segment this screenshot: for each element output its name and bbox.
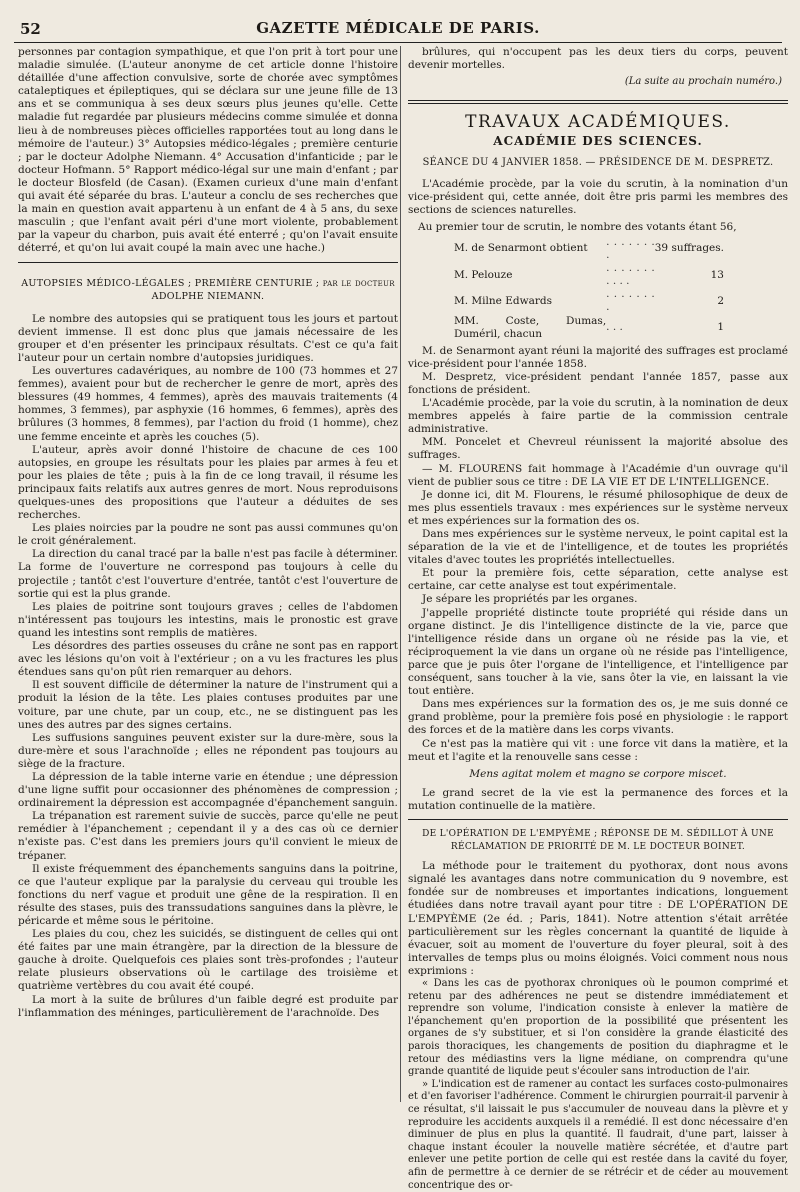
journal-title: GAZETTE MÉDICALE DE PARIS. — [256, 19, 540, 37]
vote-name: MM. Coste, Dumas, Duméril, chacun — [454, 314, 607, 340]
body-paragraph: L'Académie procède, par la voie du scrutin, à la nomination de deux membres appelés à faire partie de la commission centrale administrative. — [408, 397, 788, 436]
vote-row — [454, 236, 724, 262]
vote-row — [454, 288, 724, 314]
body-paragraph: La méthode pour le traitement du pyothorax, dont nous avons signalé les avantages dans notre communication du 9 novembre, est fondée sur de nombreuses et importantes indications, longuement étudiées dans notre travail ayant pour titre : DE L'OPÉRATION DE L'EMPYÈME (2e éd. ; Paris, 1841). Notre attention s'était arrêtée particulièrement sur les règles concernant la quantité de liquide à évacuer, soit au moment de l'ouverture du foyer pleural, soit à des intervalles de temps plus ou moins éloignés. Voici comment nous nous exprimions : — [408, 860, 788, 977]
body-paragraph: Les ouvertures cadavériques, au nombre de 100 (73 hommes et 27 femmes), avaient pour but de rechercher le genre de mort, après des blessures (49 hommes, 4 femmes), après des mauvais traitements (4 hommes, 3 femmes), par asphyxie (16 hommes, 6 femmes), après des brûlures (3 hommes, 8 femmes), par l'action du froid (1 homme), chez une femme enceinte et après les couches (5). — [18, 365, 398, 443]
body-paragraph: La mort à la suite de brûlures d'un faible degré est produite par l'inflammation des méninges, particulièrement de l'arachnoïde. Des — [18, 993, 398, 1019]
vote-count: 39 suffrages. — [654, 242, 724, 255]
vote-count: 1 — [717, 321, 724, 334]
body-paragraph: Je sépare les propriétés par les organes. — [422, 593, 638, 606]
session-line: SÉANCE DU 4 JANVIER 1858. — PRÉSIDENCE DE M. DESPRETZ. — [422, 157, 774, 169]
dot-leader: . . . . . . . . . . . — [606, 262, 655, 288]
vote-count: 13 — [710, 268, 724, 281]
body-paragraph: — M. FLOURENS fait hommage à l'Académie d'un ouvrage qu'il vient de publier sous ce titre : DE LA VIE ET DE L'INTELLIGENCE. — [408, 462, 788, 488]
body-paragraph: La dépression de la table interne varie en étendue ; une dépression d'une ligne suffit pour occasionner des phénomènes de compression ; ordinairement la dépression est accompagnée d'épanchement sanguin. — [18, 770, 398, 810]
section-title: TRAVAUX ACADÉMIQUES. — [465, 112, 731, 133]
body-paragraph: Il existe fréquemment des épanchements sanguins dans la poitrine, ce que l'auteur explique par la paralysie du cerveau qui trouble les fonctions du nerf vague et produit une gêne de la respiration. Il en résulte des stases, puis des transsudations sanguines dans la plèvre, le péricarde et même sous le péritoine. — [18, 862, 398, 927]
double-rule — [408, 100, 788, 104]
body-paragraph: Et pour la première fois, cette séparation, cette analyse est certaine, car cette analyse est tout expérimentale. — [408, 567, 788, 593]
vote-row — [454, 262, 724, 288]
body-paragraph: MM. Poncelet et Chevreul réunissent la majorité absolue des suffrages. — [408, 436, 788, 462]
body-paragraph: Les désordres des parties osseuses du crâne ne sont pas en rapport avec les lésions qu'on voit à l'extérieur ; on a vu les fractures les plus étendues sans qu'on pût rien remarquer au dehors. — [18, 640, 398, 679]
body-paragraph: Les plaies de poitrine sont toujours graves ; celles de l'abdomen n'intéressent pas toujours les intestins, mais le pronostic est grave quand les intestins sont remplis de matières. — [18, 600, 398, 639]
dot-leader: . . . — [606, 321, 623, 334]
body-paragraph: Il est souvent difficile de déterminer la nature de l'instrument qui a produit la lésion de la tête. Les plaies contuses produites par une voiture, par une chute, par un coup, etc., ne se distinguent pas les unes des autres par des signes certains. — [18, 679, 398, 731]
body-paragraph: Le grand secret de la vie est la permanence des forces et la mutation continuelle de la matière. — [408, 786, 788, 812]
left-intro-paragraph: personnes par contagion sympathique, et que l'on prit à tort pour une maladie simulée. (L'auteur anonyme de cet article donne l'histoire détaillée d'une affection convulsive, sorte de chorée avec symptômes cataleptiques et épileptiques, qui se déclara sur une jeune fille de 13 ans et se communiqua à ses deux sœurs plus jeunes qu'elle. Cette maladie fut regardée par plusieurs médecins comme simulée et donna lieu à de nombreuses pièces officielles rapportées tout au long dans le mémoire de l'auteur.) 3° Autopsies médico-légales ; première centurie ; par le docteur Adolphe Niemann. 4° Accusation d'infanticide ; par le docteur Hofmann. 5° Rapport médico-légal sur une main d'enfant ; par le docteur Blosfeld (de Casan). (Examen curieux d'une main d'enfant qui avait été séparée du bras. L'auteur a conclu de ses recherches que la main en question avait appartenu à un enfant de 4 à 5 ans, du sexe masculin ; que l'enfant avait péri d'une mort violente, probablement par la vapeur du charbon, puis avait été enterré ; qu'on l'avait ensuite déterré, et qu'on lui avait coupé la main avec une hache.) — [18, 46, 398, 255]
quoted-paragraph: « Dans les cas de pyothorax chroniques où le poumon comprimé et retenu par des adhérences ne peut se distendre immédiatement et reprendre son volume, l'indication consiste à enlever la matière de l'épanchement qu'en proportion de la possibilité que présentent les organes de s'y substituer, et si l'on considère la grande élasticité des parois thoraciques, les changements de position du diaphragme et le retour des médiastins vers la ligne médiane, on comprendra qu'une grande quantité de liquide peut s'écouler sans introduction de l'air. — [408, 978, 788, 1078]
body-paragraph: Dans mes expériences sur le système nerveux, le point capital est la séparation de la vie et de l'intelligence, et de toutes les propriétés vitales d'avec toutes les propriétés intellectuelles. — [408, 528, 788, 567]
page-header — [14, 16, 782, 43]
vote-count: 2 — [717, 294, 724, 307]
vote-name: M. Pelouze — [454, 268, 513, 281]
body-paragraph: Les plaies noircies par la poudre ne sont pas aussi communes qu'on le croit généralement. — [18, 522, 398, 548]
academy-heading: ACADÉMIE DES SCIENCES. — [493, 134, 703, 149]
vote-name: M. Milne Edwards — [454, 294, 552, 307]
section-heading-empyeme: DE L'OPÉRATION DE L'EMPYÈME ; RÉPONSE DE M. SÉDILLOT À UNE RÉCLAMATION DE PRIORITÉ DE M. LE DOCTEUR BOINET. — [422, 828, 774, 853]
right-column — [408, 46, 788, 1192]
body-paragraph: J'appelle propriété distincte toute propriété qui réside dans un organe distinct. Je dis l'intelligence distincte de la vie, parce que l'intelligence réside dans un organe où ne réside pas la vie, et réciproquement la vie dans un organe où ne réside pas l'intelligence, parce que je puis ôter l'organe de l'intelligence, et l'intelligence par conséquent, sans toucher à la vie, sans ôter la vie, en laissant la vie tout entière. — [408, 606, 788, 698]
body-paragraph: M. Despretz, vice-président pendant l'année 1857, passe aux fonctions de président. — [408, 370, 788, 396]
body-paragraph: Les plaies du cou, chez les suicidés, se distinguent de celles qui ont été faites par une main étrangère, par la direction de la blessure de gauche à droite. Quelquefois ces plaies sont très-profondes ; l'auteur relate plusieurs observations où le cartilage des troisième et quatrième vertèbres du cou avait été coupé. — [18, 928, 398, 993]
left-column — [18, 46, 398, 1020]
to-be-continued-note: (La suite au prochain numéro.) — [624, 76, 782, 88]
vote-intro: Au premier tour de scrutin, le nombre des votants étant 56, — [418, 220, 737, 233]
body-paragraph: Je donne ici, dit M. Flourens, le résumé philosophique de deux de mes plus essentiels travaux : mes expériences sur le système nerveux et mes expériences sur la formation des os. — [408, 488, 788, 527]
body-paragraph: L'auteur, après avoir donné l'histoire de chacune de ces 100 autopsies, en groupe les résultats pour les plaies par armes à feu et pour les plaies de tête ; puis à la fin de ce long travail, il résume les principaux faits relatifs aux autres genres de mort. Nous reproduisons quelques-unes des propositions que l'auteur a déduites de ses recherches. — [18, 443, 398, 522]
body-paragraph: La direction du canal tracé par la balle n'est pas facile à déterminer. La forme de l'ouverture ne correspond pas toujours à celle du projectile ; tantôt c'est l'ouverture d'entrée, tantôt c'est l'ouverture de sortie qui est la plus grande. — [18, 548, 398, 600]
section-rule — [18, 262, 398, 263]
dot-leader: . . . . . . . . — [606, 288, 655, 314]
section-heading-autopsies: AUTOPSIES MÉDICO-LÉGALES ; PREMIÈRE CENTURIE ; par le docteur ADOLPHE NIEMANN. — [21, 277, 395, 302]
body-paragraph: Ce n'est pas la matière qui vit : une force vit dans la matière, et la meut et l'agite et la renouvelle sans cesse : — [408, 737, 788, 763]
latin-quote: Mens agitat molem et magno se corpore miscet. — [469, 767, 727, 780]
column-divider — [400, 46, 401, 1102]
body-paragraph: M. de Senarmont ayant réuni la majorité des suffrages est proclamé vice-président pour l'année 1858. — [408, 344, 788, 370]
vote-row — [454, 315, 724, 341]
body-paragraph: Les suffusions sanguines peuvent exister sur la dure-mère, sous la dure-mère et sous l'arachnoïde ; elles ne répondent pas toujours au siège de la fracture. — [18, 731, 398, 770]
body-paragraph: L'Académie procède, par la voie du scrutin, à la nomination d'un vice-président qui, cette année, doit être pris parmi les membres des sections de sciences naturelles. — [408, 177, 788, 216]
page-number: 52 — [20, 20, 41, 38]
section-rule — [408, 819, 788, 820]
dot-leader: . . . . . . . . — [606, 235, 655, 262]
body-paragraph: La trépanation est rarement suivie de succès, parce qu'elle ne peut remédier à l'épanchement ; cependant il y a des cas où ce dernier n'existe pas. C'est dans les premiers jours qu'il convient le mieux de trépaner. — [18, 810, 398, 862]
vote-name: M. de Senarmont obtient — [454, 242, 588, 255]
body-paragraph: Le nombre des autopsies qui se pratiquent tous les jours et partout devient immense. Il est donc plus que jamais nécessaire de les grouper et d'en présenter les principaux résultats. C'est ce qu'a fait l'auteur pour un certain nombre d'autopsies juridiques. — [18, 312, 398, 364]
continuation-paragraph: brûlures, qui n'occupent pas les deux tiers du corps, peuvent devenir mortelles. — [408, 46, 788, 72]
quoted-paragraph: » L'indication est de ramener au contact les surfaces costo-pulmonaires et d'en favoriser l'adhérence. Comment le chirurgien pourrait-il parvenir à ce résultat, s'il laissait le pus s'accumuler de nouveau dans la plèvre et y reproduire les accidents auxquels il a remédié. Il est donc nécessaire d'en diminuer de plus en plus la quantité. Il faudrait, d'une part, laisser à chaque instant écouler la nouvelle matière sécrétée, et d'autre part enlever une petite portion de celle qui est restée dans la cavité du foyer, afin de permettre à ce dernier de se rétrécir et de céder au mouvement concentrique des or- — [408, 1078, 788, 1191]
body-paragraph: Dans mes expériences sur la formation des os, je me suis donné ce grand problème, pour la première fois posé en physiologie : le rapport des forces et de la matière dans les corps vivants. — [408, 698, 788, 737]
vote-table — [454, 236, 724, 341]
